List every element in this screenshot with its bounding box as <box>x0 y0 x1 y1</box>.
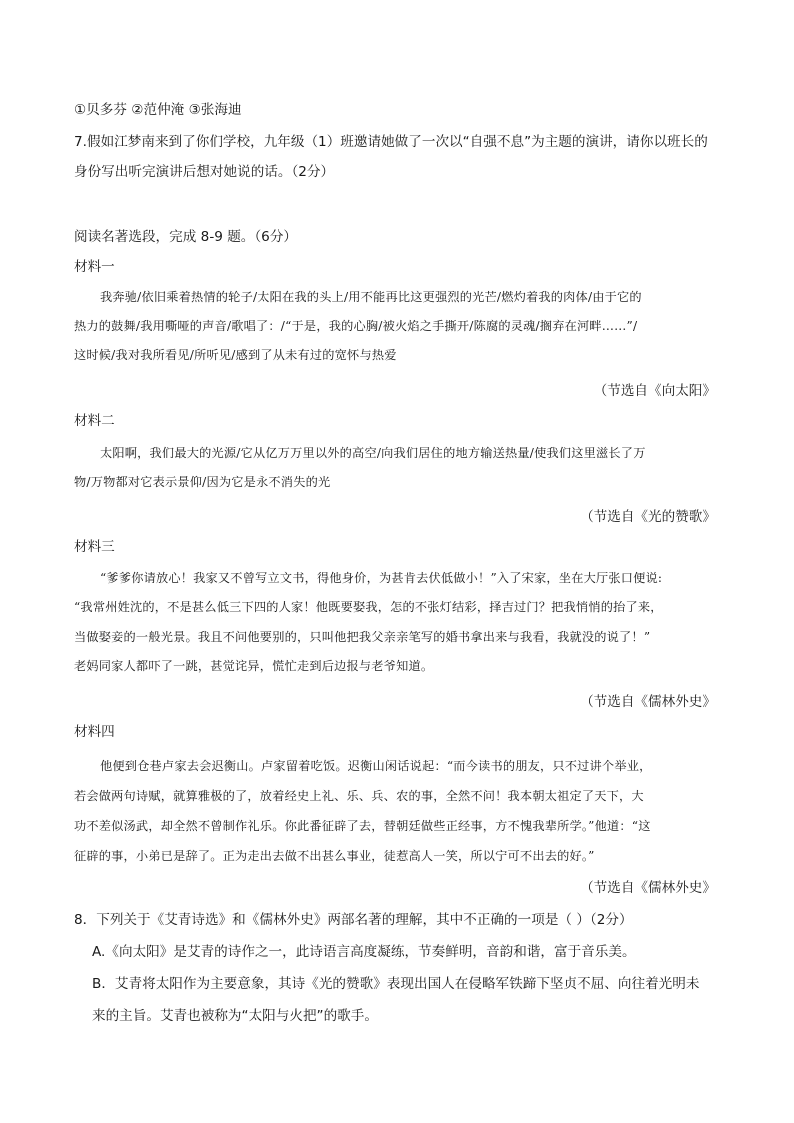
material-1-source: （节选自《向太阳》 <box>593 383 716 399</box>
material-3-source: （节选自《儒林外史》 <box>580 694 716 710</box>
material-3-line-4: 老妈同家人都吓了一跳，甚觉诧异，慌忙走到后边报与老爷知道。 <box>74 659 434 673</box>
material-4-title: 材料四 <box>74 724 115 740</box>
material-4-line-4: 征辟的事，小弟已是辞了。正为走出去做不出甚么事业，徒惹高人一笑，所以宁可不出去的好。” <box>74 849 595 863</box>
material-1-line-3: 这时候/我对我所看见/所听见/感到了从未有过的宽怀与热爱 <box>74 348 397 362</box>
question-8-option-a: A.《向太阳》是艾青的诗作之一，此诗语言高度凝练，节奏鲜明，音韵和谐，富于音乐美。 <box>92 944 636 960</box>
question-7-line-2: 身份写出听完演讲后想对她说的话。（2分） <box>74 164 335 180</box>
material-4-source: （节选自《儒林外史》 <box>580 880 716 896</box>
material-1-title: 材料一 <box>74 259 115 275</box>
material-2-line-2: 物/万物都对它表示景仰/因为它是永不消失的光 <box>74 475 331 489</box>
reading-intro: 阅读名著选段，完成 8-9 题。（6分） <box>74 229 298 245</box>
material-3-line-3: 当做娶妾的一般光景。我且不问他要别的，只叫他把我父亲亲笔写的婚书拿出来与我看，我就没的说了！” <box>74 630 651 644</box>
material-3-title: 材料三 <box>74 539 115 555</box>
question-6-options: ①贝多芬 ②范仲淹 ③张海迪 <box>74 102 242 118</box>
question-8-option-b-line-2: 来的主旨。艾青也被称为“太阳与火把”的歌手。 <box>92 1008 378 1024</box>
material-4-line-1: 他便到仓巷卢家去会迟衡山。卢家留着吃饭。迟衡山闲话说起：“而今读书的朋友，只不过讲个举业， <box>100 759 652 773</box>
question-8-option-b-line-1: B．艾青将太阳作为主要意象，其诗《光的赞歌》表现出国人在侵略军铁蹄下坚贞不屈、向往着光明未 <box>92 976 700 992</box>
material-3-line-1: “爹爹你请放心！我家又不曾写立文书，得他身价，为甚肯去伏低做小！”入了宋家，坐在大厅张口便说: <box>100 571 663 585</box>
material-4-line-3: 功不差似汤武，却全然不曾制作礼乐。你此番征辟了去，替朝廷做些正经事，方不愧我辈所学。”他道：“这 <box>74 819 651 833</box>
material-3-line-2: “我常州姓沈的，不是甚么低三下四的人家！他既要娶我，怎的不张灯结彩，择吉过门？把我悄悄的抬了来， <box>74 600 663 614</box>
material-1-line-1: 我奔驰/依旧乘着热情的轮子/太阳在我的头上/用不能再比这更强烈的光芒/燃灼着我的肉体/由于它的 <box>100 290 642 304</box>
material-2-line-1: 太阳啊，我们最大的光源/它从亿万万里以外的高空/向我们居住的地方输送热量/使我们这里滋长了万 <box>100 446 646 460</box>
material-2-source: （节选自《光的赞歌》 <box>580 509 716 525</box>
material-1-line-2: 热力的鼓舞/我用嘶哑的声音/歌唱了：/“于是，我的心胸/被火焰之手撕开/陈腐的灵魂/搁弃在河畔……”/ <box>74 319 638 333</box>
question-7-line-1: 7.假如江梦南来到了你们学校，九年级（1）班邀请她做了一次以“自强不息”为主题的演讲，请你以班长的 <box>74 134 708 150</box>
material-2-title: 材料二 <box>74 413 115 429</box>
question-8-stem: 8．下列关于《艾青诗选》和《儒林外史》两部名著的理解，其中不正确的一项是（ ）（2分） <box>74 912 633 928</box>
material-4-line-2: 若会做两句诗赋，就算雅极的了，放着经史上礼、乐、兵、农的事，全然不问！我本朝太祖定了天下，大 <box>74 789 644 803</box>
